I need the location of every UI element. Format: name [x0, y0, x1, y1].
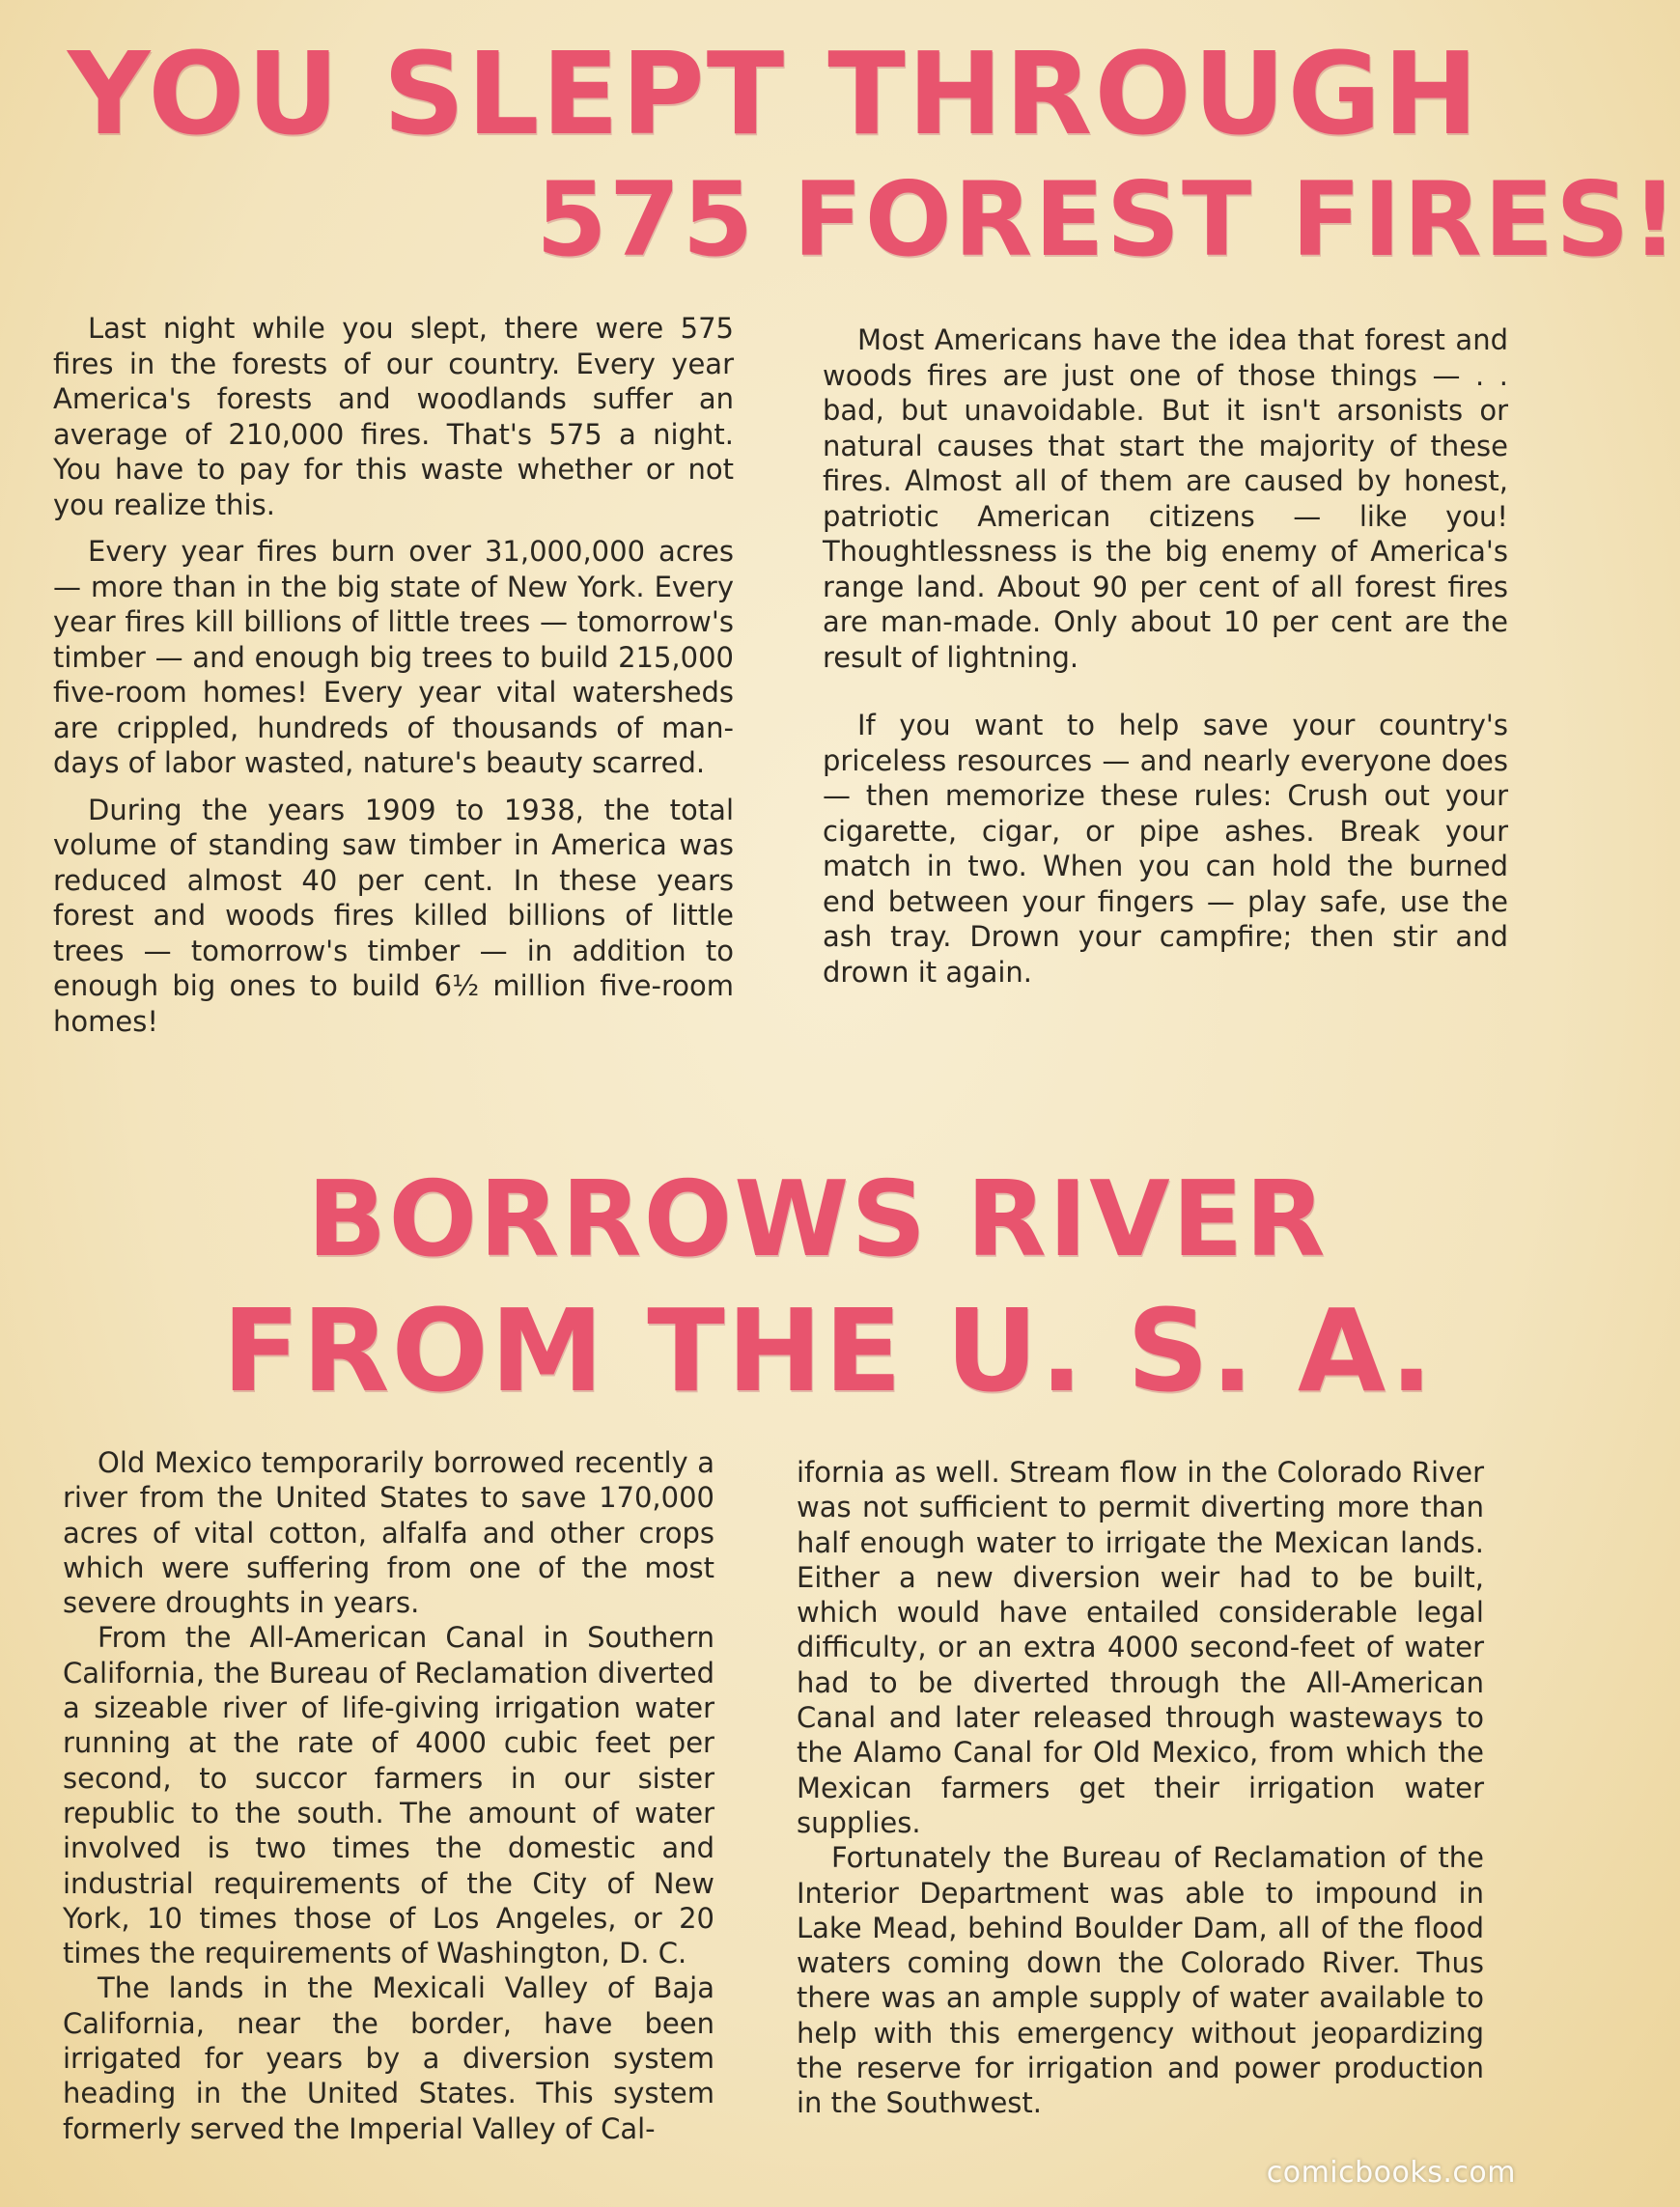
article2-paragraph: ifornia as well. Stream flow in the Colorado River was not sufficient to permit diverting more than half enough water to irrigate the Mexican lands. Either a new diversion weir had to be built, which would have entailed considerable legal difficulty, or an extra 4000 second-feet of water had to be diverted through the All-American Canal and later released through wasteways to the Alamo Canal for Old Mexico, from which the Mexican farmers get their irrigation water supplies.	[797, 1456, 1484, 1839]
article1-paragraph: Every year fires burn over 31,000,000 acres — more than in the big state of New York. Every year fires kill billions of little trees — tomorrow's timber — and enough big trees to build 215,000 five-room homes! Every year vital watersheds are crippled, hundreds of thousands of man-days of labor wasted, nature's beauty scarred.	[53, 535, 734, 779]
article2-left-column	[63, 1445, 714, 2146]
article1-paragraph: During the years 1909 to 1938, the total volume of standing saw timber in America was reduced almost 40 per cent. In these years forest and woods fires killed billions of little trees — tomorrow's timber — in addition to enough big ones to build 6½ million five-room homes!	[53, 793, 734, 1038]
article2-right-column	[797, 1455, 1484, 2121]
article2-paragraph: Old Mexico temporarily borrowed recently a river from the United States to save 170,000 acres of vital cotton, alfalfa and other crops which were suffering from one of the most severe droughts in years.	[63, 1446, 714, 1620]
site-watermark: comicbooks.com	[1266, 2156, 1516, 2190]
article2-headline-line2: FROM THE U. S. A.	[222, 1284, 1436, 1417]
article1-headline-line1: YOU SLEPT THROUGH	[68, 27, 1481, 160]
article2-paragraph: From the All-American Canal in Southern California, the Bureau of Reclamation diverted a sizeable river of life-giving irrigation water running at the rate of 4000 cubic feet per second, to succor farmers in our sister republic to the south. The amount of water involved is two times the domestic and industrial requirements of the City of New York, 10 times those of Los Angeles, or 20 times the requirements of Washington, D. C.	[63, 1621, 714, 1970]
article1-headline-line2: 575 FOREST FIRES!	[536, 160, 1680, 279]
article2-headline-line1: BORROWS RIVER	[307, 1159, 1328, 1280]
article2-paragraph: The lands in the Mexicali Valley of Baja California, near the border, have been irrigated for years by a diversion system heading in the United States. This system formerly served the Imperial Valley of Cal-	[63, 1971, 714, 2145]
article1-right-column	[823, 322, 1508, 1001]
article1-paragraph: If you want to help save your country's priceless resources — and nearly everyone does — then memorize these rules: Crush out your cigarette, cigar, or pipe ashes. Break your match in two. When you can hold the burned end between your fingers — play safe, use the ash tray. Drown your campfire; then stir and drown it again.	[823, 709, 1508, 989]
article1-paragraph: Most Americans have the idea that forest and woods fires are just one of those things — . . bad, but unavoidable. But it isn't arsonists or natural causes that start the majority of these fires. Almost all of them are caused by honest, patriotic American citizens — like you! Thoughtlessness is the big enemy of America's range land. About 90 per cent of all forest fires are man-made. Only about 10 per cent are the result of lightning.	[823, 323, 1508, 674]
article1-left-column	[53, 311, 734, 1050]
article1-paragraph: Last night while you slept, there were 575 fires in the forests of our country. Every year America's forests and woodlands suffer an average of 210,000 fires. That's 575 a night. You have to pay for this waste whether or not you realize this.	[53, 312, 734, 521]
article2-paragraph: Fortunately the Bureau of Reclamation of the Interior Department was able to impound in Lake Mead, behind Boulder Dam, all of the flood waters coming down the Colorado River. Thus there was an ample supply of water available to help with this emergency without jeopardizing the reserve for irrigation and power production in the Southwest.	[797, 1841, 1484, 2120]
